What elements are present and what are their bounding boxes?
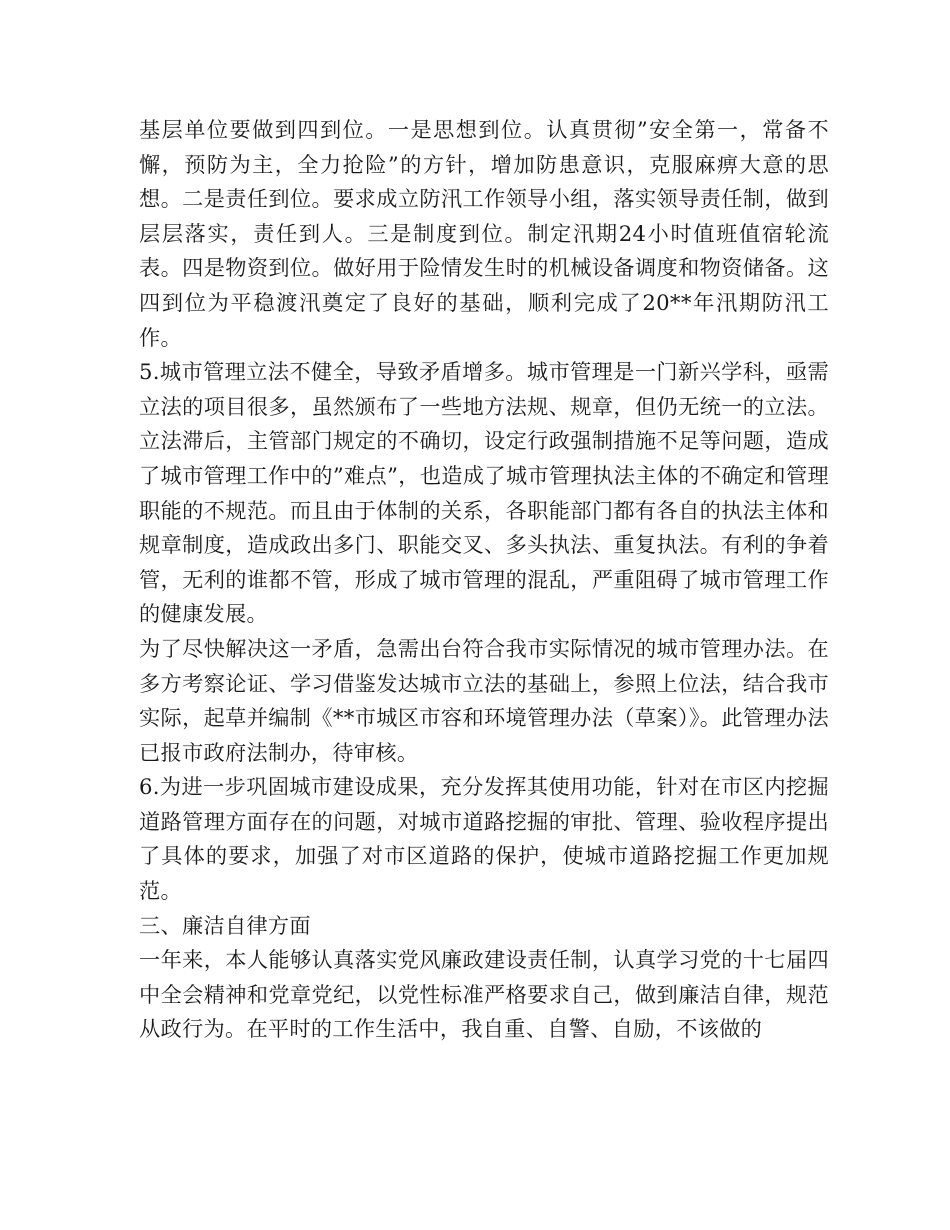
paragraph-item-5-legislation: 5.城市管理立法不健全，导致矛盾增多。城市管理是一门新兴学科，亟需立法的项目很多，虽然颁布了一些地方法规、规章，但仍无统一的立法。立法滞后，主管部门规定的不确切，设定行政强制措施不足等问题，造成了城市管理工作中的”难点”，也造成了城市管理执法主体的不确定和管理职能的不规范。而且由于体制的关系，各职能部门都有各自的执法主体和规章制度，造成政出多门、职能交叉、多头执法、重复执法。有利的争着管，无利的谁都不管，形成了城市管理的混乱，严重阻碍了城市管理工作的健康发展。 (139, 359, 829, 627)
paragraph-integrity-self-discipline: 一年来，本人能够认真落实党风廉政建设责任制，认真学习党的十七届四中全会精神和党章党纪，以党性标准严格要求自己，做到廉洁自律，规范从政行为。在平时的工作生活中，我自重、自警、自励，不该做的 (139, 947, 829, 1042)
paragraph-four-in-place: 基层单位要做到四到位。一是思想到位。认真贯彻”安全第一，常备不懈，预防为主，全力抢险”的方针，增加防患意识，克服麻痹大意的思想。二是责任到位。要求成立防汛工作领导小组，落实领导责任制，做到层层落实，责任到人。三是制度到位。制定汛期24小时值班值宿轮流表。四是物资到位。做好用于险情发生时的机械设备调度和物资储备。这四到位为平稳渡汛奠定了良好的基础，顺利完成了20**年汛期防汛工作。 (139, 117, 829, 350)
document-body (139, 113, 829, 1047)
section-heading-integrity: 三、廉洁自律方面 (139, 912, 311, 938)
paragraph-management-measures: 为了尽快解决这一矛盾，急需出台符合我市实际情况的城市管理办法。在多方考察论证、学习借鉴发达城市立法的基础上，参照上位法，结合我市实际，起草并编制《**市城区市容和环境管理办法（草案）》。此管理办法已报市政府法制办，待审核。 (139, 635, 829, 765)
paragraph-item-6-road-excavation: 6.为进一步巩固城市建设成果，充分发挥其使用功能，针对在市区内挖掘道路管理方面存在的问题，对城市道路挖掘的审批、管理、验收程序提出了具体的要求，加强了对市区道路的保护，使城市道路挖掘工作更加规范。 (139, 774, 829, 904)
